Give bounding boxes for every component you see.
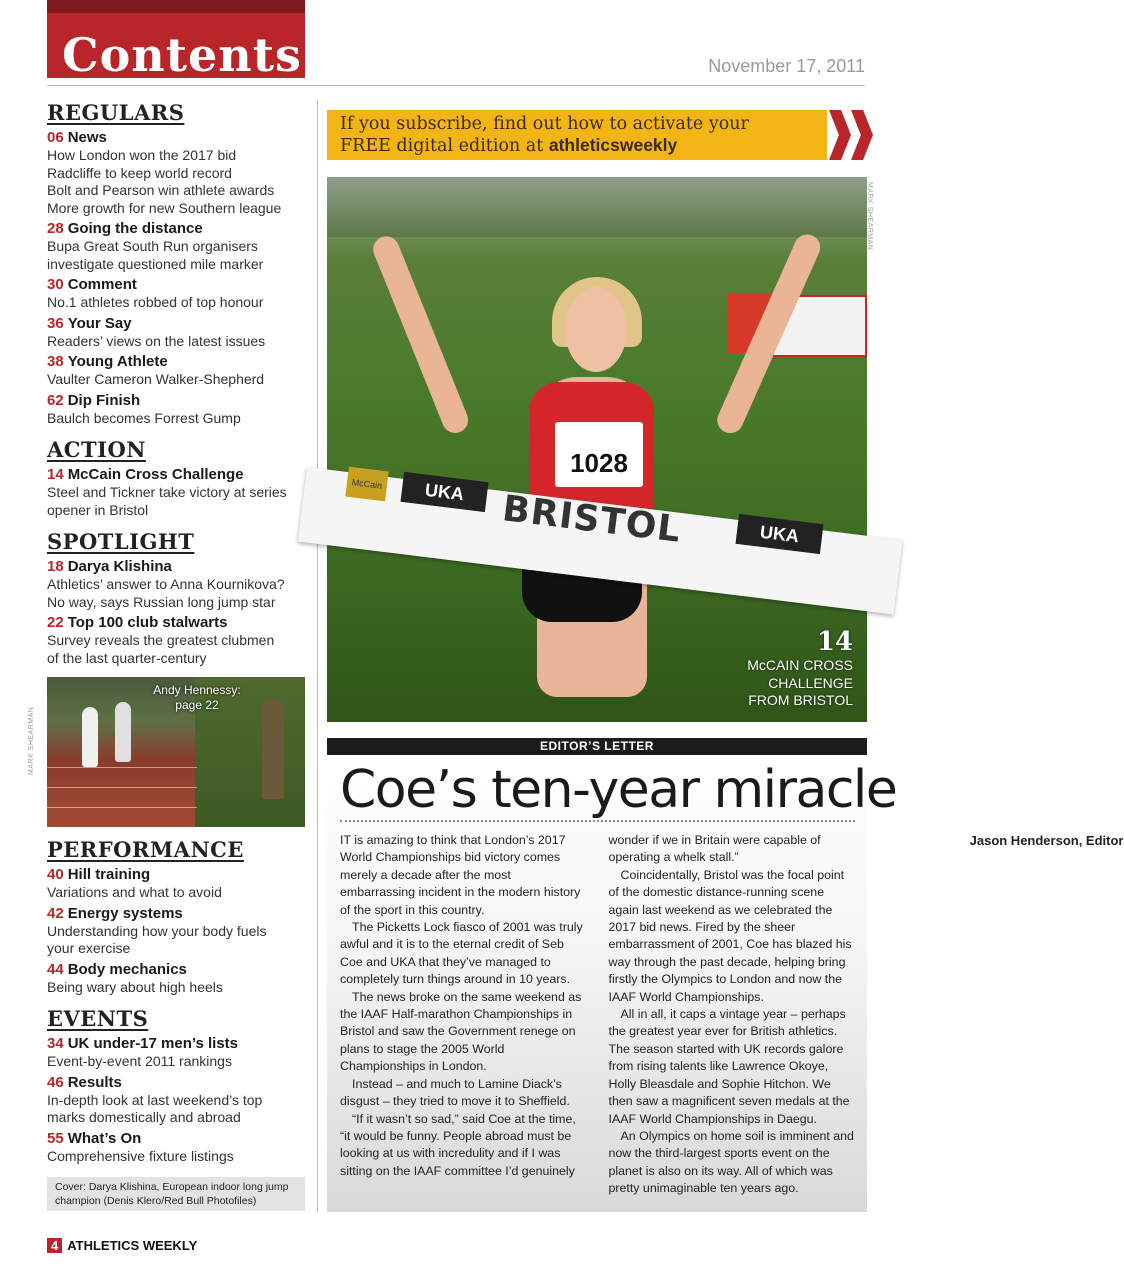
entry-heading xyxy=(47,1129,309,1148)
andy-hennessy-photo[interactable] xyxy=(47,677,305,827)
entry-description: Baulch becomes Forrest Gump xyxy=(47,409,241,426)
chevron-right-icon xyxy=(829,110,851,160)
contents-entry[interactable] xyxy=(47,314,309,351)
entry-heading xyxy=(47,1073,309,1092)
subscribe-link[interactable]: athleticsweekly xyxy=(548,135,678,155)
section-heading: ACTION xyxy=(47,437,146,462)
section-action xyxy=(47,437,309,519)
contents-entry[interactable] xyxy=(47,557,309,611)
photo-credit: MARK SHEARMAN xyxy=(28,706,35,775)
section-spotlight xyxy=(47,529,309,667)
entry-title: Going the distance xyxy=(67,220,203,237)
caption-line: FROM BRISTOL xyxy=(748,692,853,708)
contents-entry[interactable] xyxy=(47,613,309,667)
editorial-paragraph: All in all, it caps a vintage year – perhaps the greatest year ever for British athletics. The season started with UK records galore from rising talents like Lawrence Okoye, Holly Bleasdale and Sophie Hitchon. We then saw a magnificent seven medals at the IAAF World Championships in Daegu. xyxy=(608,1007,850,1126)
contents-entry[interactable] xyxy=(47,960,309,997)
section-events xyxy=(47,1006,309,1165)
contents-entry[interactable] xyxy=(47,904,309,958)
main-photo[interactable] xyxy=(327,177,867,722)
contents-entry[interactable] xyxy=(47,391,309,428)
cover-note xyxy=(47,1177,305,1211)
editorial-paragraph: IT is amazing to think that London’s 2017 World Championships bid victory comes merely a decade after the most embarrassing incident in the modern history of the sport in this country. xyxy=(340,833,581,917)
caption-line: page 22 xyxy=(175,698,219,712)
main-photo-caption xyxy=(747,627,853,710)
publication-name: ATHLETICS WEEKLY xyxy=(67,1238,198,1253)
masthead-band xyxy=(47,0,305,13)
caption-page-number: 14 xyxy=(816,627,853,657)
issue-date: November 17, 2011 xyxy=(708,56,865,76)
entry-description: your exercise xyxy=(47,940,131,956)
entry-page-number: 62 xyxy=(47,391,64,409)
cover-note-line: champion (Denis Klero/Red Bull Photofiles) xyxy=(55,1195,257,1207)
contents-entry[interactable] xyxy=(47,275,309,312)
contents-entry[interactable] xyxy=(47,1034,309,1071)
entry-description: Steel and Tickner take victory at series xyxy=(47,484,287,500)
subscribe-banner[interactable] xyxy=(327,110,827,160)
contents-entry[interactable] xyxy=(47,128,309,217)
entry-description: Understanding how your body fuels xyxy=(47,922,267,939)
entry-title: Energy systems xyxy=(67,904,183,922)
entry-heading xyxy=(47,352,309,371)
entry-page-number: 55 xyxy=(47,1129,64,1147)
entry-heading xyxy=(47,960,309,979)
entry-heading xyxy=(47,128,309,147)
track-line xyxy=(47,807,197,808)
entry-title: News xyxy=(67,129,107,146)
editor-signoff: Jason Henderson, Editor xyxy=(969,833,1124,848)
caption-line: McCAIN CROSS xyxy=(747,657,853,673)
entry-description: Comprehensive fixture listings xyxy=(47,1147,234,1164)
entry-heading xyxy=(47,314,309,333)
entry-description: In-depth look at last weekend’s top xyxy=(47,1091,263,1108)
entry-heading xyxy=(47,865,309,884)
page-number: 4 xyxy=(47,1238,62,1253)
contents-entry[interactable] xyxy=(47,352,309,389)
entry-description: More growth for new Southern league xyxy=(47,199,282,216)
entry-page-number: 46 xyxy=(47,1073,64,1091)
track-line xyxy=(47,787,197,788)
entry-page-number: 34 xyxy=(47,1035,64,1052)
entry-title: McCain Cross Challenge xyxy=(67,466,244,483)
page-footer xyxy=(47,1238,197,1253)
entry-heading xyxy=(47,275,309,294)
entry-heading xyxy=(47,391,309,410)
entry-title: UK under-17 men’s lists xyxy=(67,1035,239,1052)
entry-description: Variations and what to avoid xyxy=(47,884,222,900)
entry-page-number: 30 xyxy=(47,276,64,293)
runner-arm xyxy=(369,232,472,436)
editorial-paragraph: “If it wasn’t so sad,” said Coe at the time, “it would be funny. People abroad must be looking at us with incredulity and if I was sitting on the IAAF committee I’d genuinely wonder if we in Britain were capable of operating a whelk stall.” xyxy=(340,833,821,1178)
chevron-right-icon xyxy=(851,110,873,160)
runner-figure xyxy=(115,702,131,762)
mccain-logo: McCain xyxy=(345,467,388,502)
entry-heading xyxy=(47,613,309,632)
caption-line: CHALLENGE xyxy=(768,674,853,691)
entry-title: Top 100 club stalwarts xyxy=(67,614,228,631)
uka-logo: UKA xyxy=(400,472,488,512)
entry-description: Bolt and Pearson win athlete awards xyxy=(47,182,275,198)
editors-letter-bar: EDITOR’S LETTER xyxy=(327,738,867,755)
contents-entry[interactable] xyxy=(47,1129,309,1166)
entry-description: No way, says Russian long jump star xyxy=(47,593,276,610)
masthead xyxy=(47,0,305,82)
entry-page-number: 18 xyxy=(47,558,64,575)
contents-entry[interactable] xyxy=(47,219,309,273)
photo-credit: MARK SHEARMAN xyxy=(866,182,873,251)
entry-description: investigate questioned mile marker xyxy=(47,255,264,272)
entry-description: of the last quarter-century xyxy=(47,649,207,666)
headline-divider xyxy=(340,820,855,822)
entry-page-number: 40 xyxy=(47,866,64,883)
photo-crowd xyxy=(327,177,867,237)
uka-logo: UKA xyxy=(735,514,823,554)
entry-description: Being wary about high heels xyxy=(47,978,223,995)
section-heading: PERFORMANCE xyxy=(47,837,244,862)
header-divider xyxy=(47,85,865,86)
entry-page-number: 14 xyxy=(47,466,64,483)
entry-heading xyxy=(47,465,309,484)
official-figure xyxy=(262,699,284,799)
section-performance xyxy=(47,837,309,996)
entry-description: Readers’ views on the latest issues xyxy=(47,332,266,349)
entry-description: Event-by-event 2011 rankings xyxy=(47,1053,232,1069)
column-divider xyxy=(317,100,318,1212)
entry-heading xyxy=(47,1034,309,1053)
cover-note-line: Cover: Darya Klishina, European indoor long jump xyxy=(55,1181,289,1193)
section-regulars xyxy=(47,100,309,427)
entry-title: Dip Finish xyxy=(67,391,141,409)
section-heading: SPOTLIGHT xyxy=(47,529,195,554)
editorial-paragraph: An Olympics on home soil is imminent and now the third-largest sports event on the planet is also on its way. All of which was pretty unimaginable ten years ago. xyxy=(608,1128,854,1196)
entry-title: Hill training xyxy=(67,866,151,883)
editorial-paragraph: The Picketts Lock fiasco of 2001 was truly awful and it is to the eternal credit of Seb Coe and UKA that they’ve managed to completely turn things around in 10 years. xyxy=(340,920,583,987)
editorial-paragraph: The news broke on the same weekend as the IAAF Half-marathon Championships in Bristol and saw the Government renege on plans to stage the 2005 World Championships in London. xyxy=(340,989,582,1074)
entry-page-number: 22 xyxy=(47,614,64,631)
editorial-body xyxy=(340,832,1124,1202)
entry-page-number: 28 xyxy=(47,220,64,237)
entry-page-number: 42 xyxy=(47,904,64,922)
finish-tape-text: BRISTOL xyxy=(500,488,684,551)
entry-page-number: 38 xyxy=(47,353,64,370)
contents-entry[interactable] xyxy=(47,1073,309,1127)
entry-title: Darya Klishina xyxy=(67,558,172,575)
entry-page-number: 36 xyxy=(47,314,64,332)
subscribe-line: If you subscribe, find out how to activate your xyxy=(340,114,749,134)
editorial-paragraph: Coincidentally, Bristol was the focal point of the domestic distance-running scene again last weekend as we celebrated the 2017 bid news. Fired by the sheer embarrassment of 2001, Coe has blazed his way through the past decade, helping bring firstly the Olympics to London and now the IAAF World Championships. xyxy=(608,867,852,1004)
entry-title: Young Athlete xyxy=(67,353,168,370)
entry-description: Radcliffe to keep world record xyxy=(47,164,232,181)
subscribe-prefix: FREE digital edition at xyxy=(340,136,549,156)
contents-list xyxy=(47,100,309,1175)
entry-description: Athletics’ answer to Anna Kournikova? xyxy=(47,576,285,592)
track-line xyxy=(47,767,197,768)
entry-title: What’s On xyxy=(67,1129,142,1147)
runner-head xyxy=(565,287,627,372)
editorial-headline: Coe’s ten-year miracle xyxy=(340,760,897,820)
entry-description: marks domestically and abroad xyxy=(47,1109,241,1125)
runner-figure xyxy=(82,707,98,767)
photo-caption xyxy=(137,683,257,713)
entry-title: Comment xyxy=(67,276,137,293)
entry-description: Vaulter Cameron Walker-Shepherd xyxy=(47,371,265,387)
entry-heading xyxy=(47,219,309,238)
entry-title: Results xyxy=(67,1073,122,1091)
section-heading: EVENTS xyxy=(47,1006,149,1031)
caption-line: Andy Hennessy: xyxy=(153,683,241,697)
entry-heading xyxy=(47,557,309,576)
editorial-paragraph: Instead – and much to Lamine Diack’s disgust – they tried to move it to Sheffield. xyxy=(340,1076,570,1109)
entry-description: Bupa Great South Run organisers xyxy=(47,238,258,254)
entry-heading xyxy=(47,904,309,923)
entry-page-number: 06 xyxy=(47,129,64,146)
race-bib: 1028 xyxy=(555,422,643,487)
entry-description: Survey reveals the greatest clubmen xyxy=(47,632,275,648)
contents-entry[interactable] xyxy=(47,465,309,519)
page-title: Contents xyxy=(62,28,302,82)
entry-description: No.1 athletes robbed of top honour xyxy=(47,294,264,310)
entry-description: How London won the 2017 bid xyxy=(47,147,237,163)
entry-description: opener in Bristol xyxy=(47,501,149,518)
entry-title: Your Say xyxy=(67,314,132,332)
entry-title: Body mechanics xyxy=(67,960,187,978)
entry-page-number: 44 xyxy=(47,960,64,978)
subscribe-line xyxy=(340,135,827,157)
section-heading: REGULARS xyxy=(47,100,185,125)
contents-entry[interactable] xyxy=(47,865,309,902)
